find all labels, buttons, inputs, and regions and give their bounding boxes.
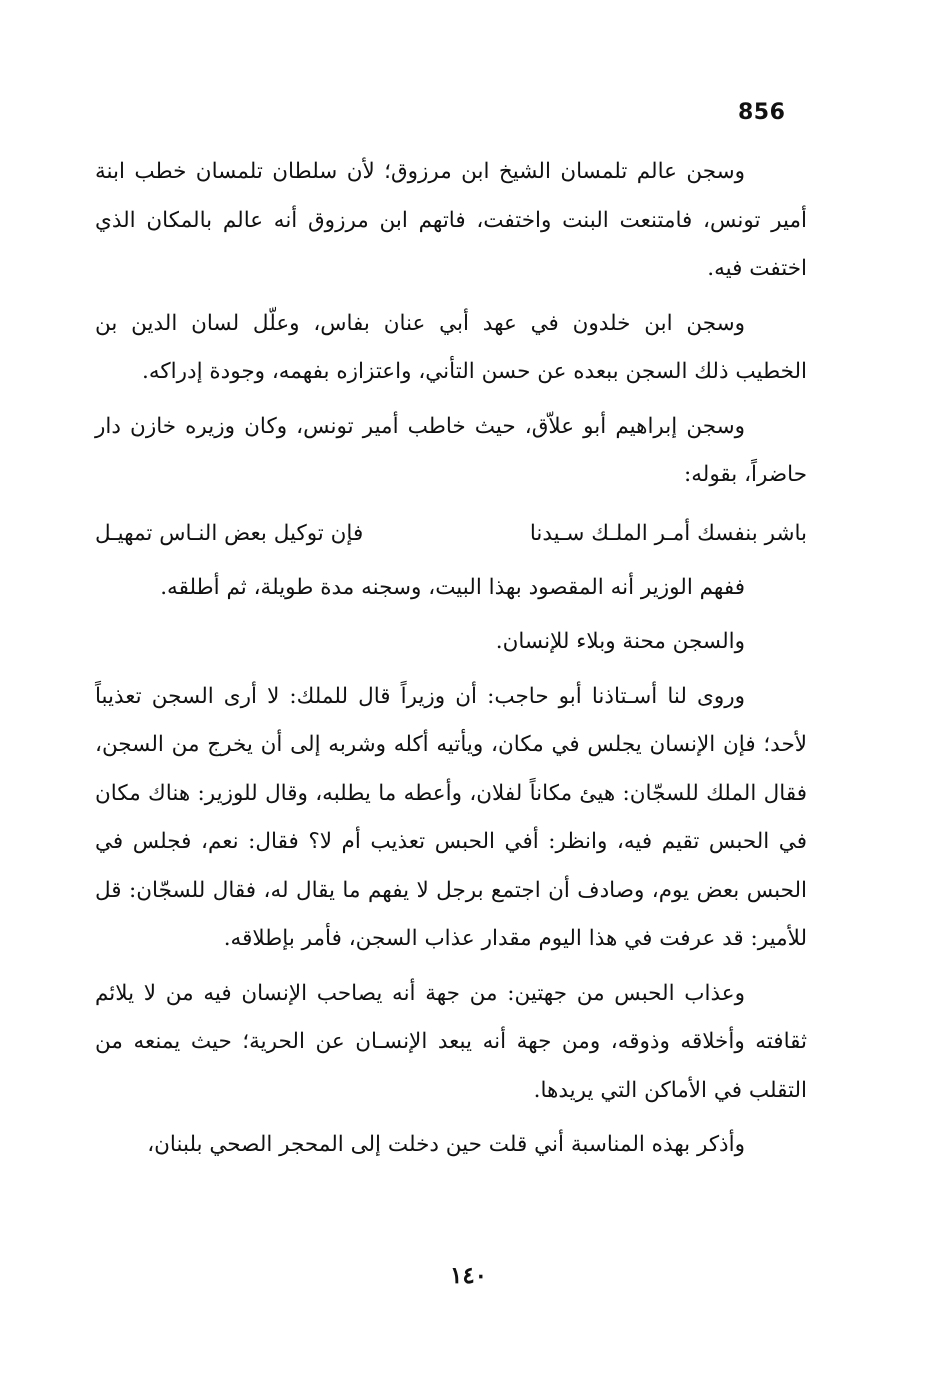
text-line: من السجن، فقال الملك للسجّان: هيئ مكاناً لفلان، وأعطه ما يطلبه، وقال [95,732,807,806]
text-line: للوزير: هناك مكان في الحبس تقيم فيه، وانظر: أفي الحبس تعذيب أم لا؟ [95,780,807,854]
poetry-verse [95,510,807,558]
paragraph-minister [95,564,807,613]
paragraph-ibn-khaldun [95,300,807,397]
text-line: وروى لنا أسـتاذنا أبو حاجب: أن وزيراً قال للملك: لا أرى السجن [151,683,745,709]
text-line: الذي اختفت فيه. [95,207,807,281]
paragraph-abu-hajib-story [95,673,807,964]
text-line: وسجن ابن خلدون في عهد أبي عنان بفاس، وعلّل لسان الدين بن [95,310,745,336]
text-line: وسجن عالم تلمسان الشيخ ابن مرزوق؛ لأن سلطان تلمسان خطب [134,159,745,184]
text-line: والسجن محنة وبلاء للإنسان. [495,629,745,654]
text-line: وسجن إبراهيم أبو علاّق، حيث خاطب أمير تونس، وكان وزيره خازن [130,413,745,439]
paragraph-ibn-marzouq [95,148,807,294]
paragraph-two-torments [95,970,807,1116]
page-number: ١٤٠ [449,1262,488,1289]
verse-first-hemistich: باشر بنفسك أمـر الملـك سـيدنا [529,520,807,546]
text-line: تعذيباً لأحد؛ فإن الإنسان يجلس في مكان، ويأتيه أكله وشربه إلى أن يخرج [95,683,808,757]
text-line: الخطيب ذلك السجن ببعده عن حسن التأني، واعتزازه بفهمه، وجودة إدراكه. [142,359,807,384]
text-line: ففهم الوزير أنه المقصود بهذا البيت، وسجنه مدة طويلة، ثم أطلقه. [160,574,745,600]
text-line: ما يقال له، فقال للسجّان: قل للأمير: قد عرفت في هذا اليوم مقدار عذاب [95,877,807,951]
paragraph-ibrahim [95,403,807,500]
text-line: من التقلب في الأماكن التي يريدها. [95,1029,807,1103]
text-line: السجن، فأمر بإطلاقه. [223,926,418,951]
text-line: ثقافته وأخلاقه وذوقه، ومن جهة أنه يبعد الإنسـان عن الحرية؛ حيث يمنعه [133,1029,807,1054]
text-line: فقال: نعم، فجلس في الحبس بعض يوم، وصادف أن اجتمع برجل لا يفهم [95,829,808,903]
verse-second-hemistich: فإن توكيل بعض النـاس تمهيـل [95,520,364,546]
text-line: ابنة أمير تونس، فامتنعت البنت واختفت، فاتهم ابن مرزوق أنه عالم بالمكان [95,159,807,233]
text-line: وعذاب الحبس من جهتين: من جهة أنه يصاحب الإنسان فيه من لا يلائم [95,980,745,1006]
scan-id-label: 856 [738,100,786,125]
text-line: دار حاضراً، بقوله: [95,413,807,487]
paragraph-quarantine [95,1121,807,1170]
paragraph-prison-ordeal [95,618,807,667]
text-line: وأذكر بهذه المناسبة أني قلت حين دخلت إلى المحجر الصحي بلبنان، [147,1132,745,1157]
body-text [95,148,807,1176]
